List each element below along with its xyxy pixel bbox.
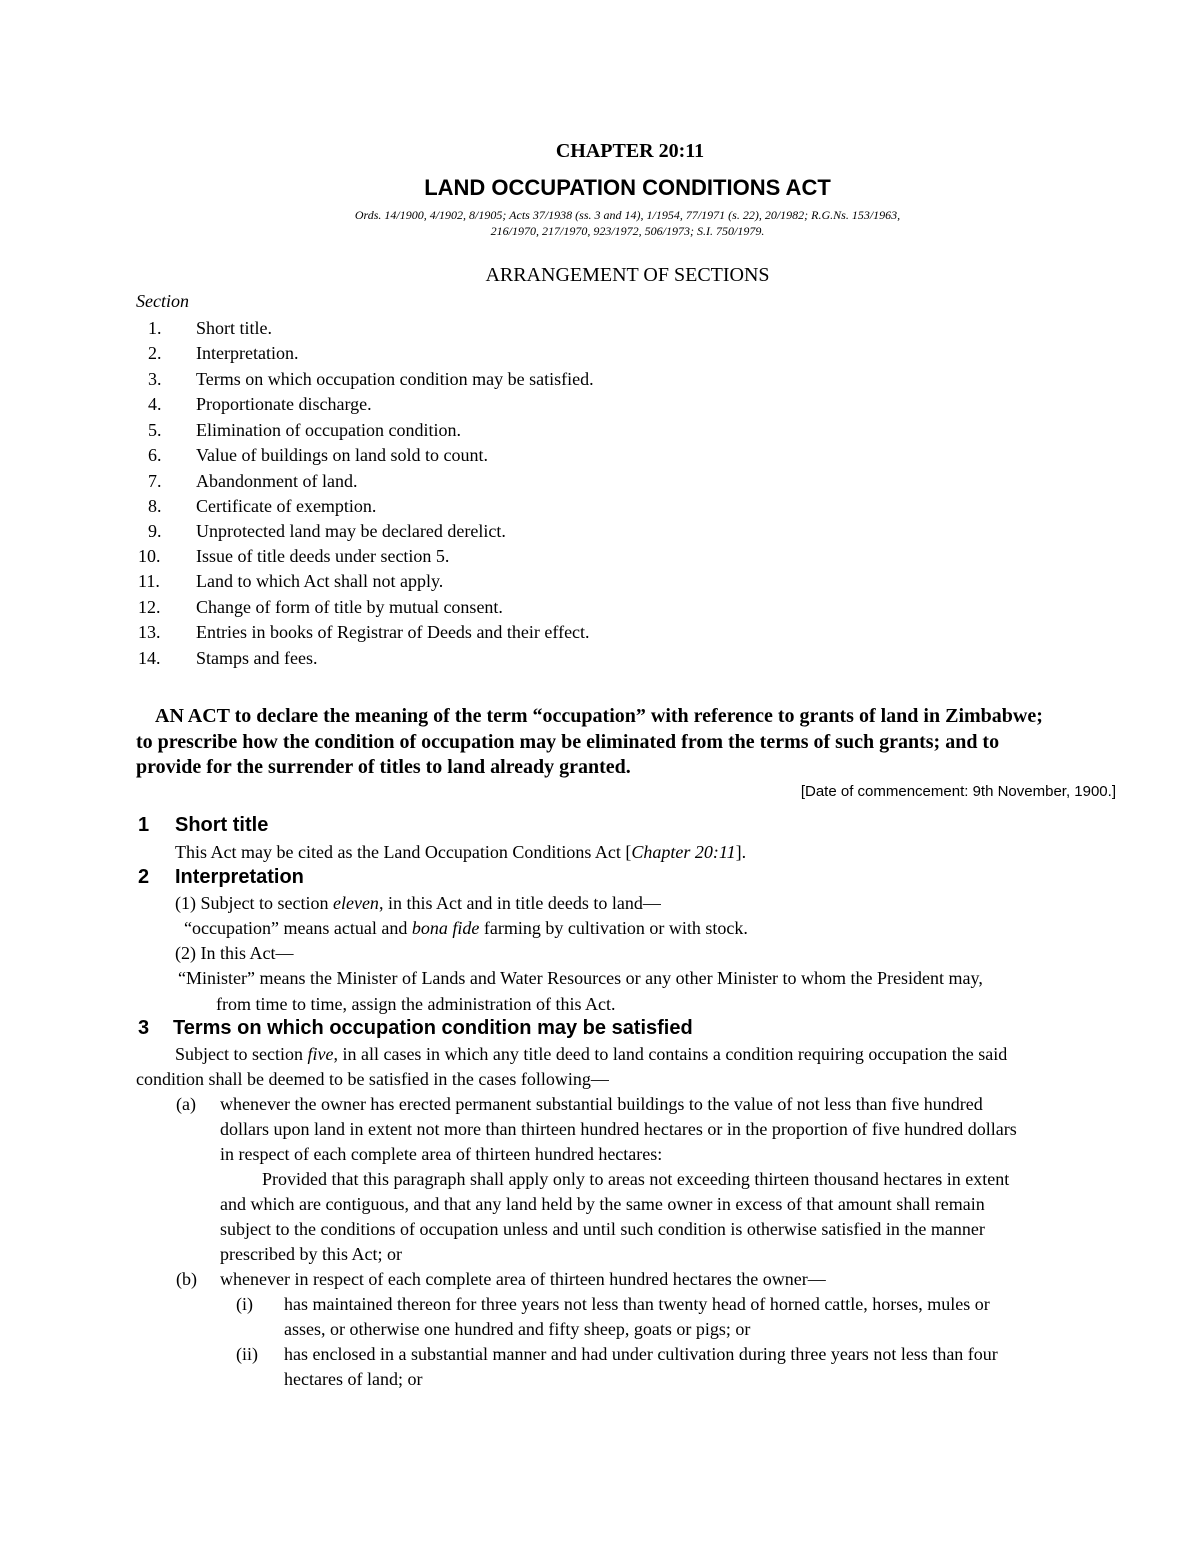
- toc-item-text: Terms on which occupation condition may be satisfied.: [196, 369, 594, 389]
- subparagraph-ii-line1: has enclosed in a substantial manner and had under cultivation during three years not less than four: [284, 1344, 998, 1364]
- toc-item-text: Change of form of title by mutual consent.: [196, 597, 503, 617]
- paragraph-a-line3: in respect of each complete area of thirteen hundred hectares:: [220, 1144, 663, 1164]
- long-title-line1: AN ACT to declare the meaning of the term “occupation” with reference to grants of land in Zimbabwe;: [155, 705, 1043, 727]
- paragraph-a-label: (a): [176, 1094, 196, 1114]
- toc-item-text: Stamps and fees.: [196, 648, 318, 668]
- paragraph-b-line1: whenever in respect of each complete area of thirteen hundred hectares the owner—: [220, 1269, 826, 1289]
- toc-item-number: 3.: [148, 369, 162, 389]
- toc-item-text: Interpretation.: [196, 343, 299, 363]
- toc-item-text: Certificate of exemption.: [196, 496, 377, 516]
- chapter-number: CHAPTER 20:11: [555, 140, 705, 162]
- section-column-label: Section: [136, 291, 189, 311]
- section-1-heading: Short title: [175, 814, 269, 836]
- toc-item-text: Value of buildings on land sold to count.: [196, 445, 488, 465]
- toc-item-text: Issue of title deeds under section 5.: [196, 546, 450, 566]
- toc-item-number: 2.: [148, 343, 162, 363]
- proviso-line2: and which are contiguous, and that any land held by the same owner in excess of that amount shall remain: [220, 1194, 985, 1214]
- subparagraph-i-line2: asses, or otherwise one hundred and fifty sheep, goats or pigs; or: [284, 1319, 751, 1339]
- toc-item-number: 9.: [148, 521, 162, 541]
- subparagraph-i-line1: has maintained thereon for three years not less than twenty head of horned cattle, horses, mules or: [284, 1294, 990, 1314]
- section-3-intro-line1: Subject to section five, in all cases in which any title deed to land contains a condition requiring occupation the said: [175, 1044, 1008, 1064]
- subparagraph-ii-label: (ii): [236, 1344, 258, 1364]
- act-title: LAND OCCUPATION CONDITIONS ACT: [424, 175, 831, 200]
- paragraph-b-label: (b): [176, 1269, 197, 1289]
- toc-item-number: 4.: [148, 394, 162, 414]
- toc-item-number: 12.: [138, 597, 161, 617]
- amendment-references-line1: Ords. 14/1900, 4/1902, 8/1905; Acts 37/1938 (ss. 3 and 14), 1/1954, 77/1971 (s. 22), 20/1982; R.G.Ns. 153/1963,: [354, 208, 901, 222]
- toc-item-text: Abandonment of land.: [196, 471, 358, 491]
- proviso-line1: Provided that this paragraph shall apply only to areas not exceeding thirteen thousand hectares in extent: [262, 1169, 1010, 1189]
- toc-item-text: Unprotected land may be declared derelict.: [196, 521, 506, 541]
- definition-minister-line1: “Minister” means the Minister of Lands and Water Resources or any other Minister to whom the President may,: [178, 968, 983, 988]
- toc-item-text: Land to which Act shall not apply.: [196, 571, 444, 591]
- definition-minister-line2: from time to time, assign the administration of this Act.: [216, 994, 616, 1014]
- proviso-line4: prescribed by this Act; or: [220, 1244, 402, 1264]
- long-title-line2: to prescribe how the condition of occupation may be eliminated from the terms of such grants; and to: [136, 731, 1000, 753]
- section-1-text: This Act may be cited as the Land Occupation Conditions Act [Chapter 20:11].: [175, 842, 747, 862]
- toc-item-text: Proportionate discharge.: [196, 394, 372, 414]
- toc-item-number: 1.: [148, 318, 162, 338]
- toc-item-number: 11.: [138, 571, 160, 591]
- subparagraph-ii-line2: hectares of land; or: [284, 1369, 423, 1389]
- section-3-number: 3: [138, 1017, 150, 1039]
- section-2-heading: Interpretation: [175, 866, 304, 888]
- proviso-line3: subject to the conditions of occupation unless and until such condition is otherwise satisfied in the manner: [220, 1219, 985, 1239]
- section-3-intro-line2: condition shall be deemed to be satisfied in the cases following—: [136, 1069, 609, 1089]
- toc-item-number: 10.: [138, 546, 161, 566]
- toc-item-text: Entries in books of Registrar of Deeds and their effect.: [196, 622, 590, 642]
- toc-item-number: 13.: [138, 622, 161, 642]
- paragraph-a-line2: dollars upon land in extent not more than thirteen hundred hectares or in the proportion of five hundred dollars: [220, 1119, 1017, 1139]
- definition-occupation: “occupation” means actual and bona fide farming by cultivation or with stock.: [184, 918, 748, 938]
- amendment-references-line2: 216/1970, 217/1970, 923/1972, 506/1973; S.I. 750/1979.: [490, 224, 765, 238]
- toc-item-number: 5.: [148, 420, 162, 440]
- paragraph-a-line1: whenever the owner has erected permanent substantial buildings to the value of not less than five hundred: [220, 1094, 983, 1114]
- section-1-number: 1: [138, 814, 150, 836]
- arrangement-heading: ARRANGEMENT OF SECTIONS: [485, 264, 770, 286]
- section-2-subsection-1: (1) Subject to section eleven, in this Act and in title deeds to land—: [175, 893, 661, 913]
- toc-item-number: 7.: [148, 471, 162, 491]
- toc-item-text: Elimination of occupation condition.: [196, 420, 461, 440]
- toc-item-text: Short title.: [196, 318, 272, 338]
- toc-item-number: 6.: [148, 445, 162, 465]
- long-title-line3: provide for the surrender of titles to land already granted.: [136, 756, 631, 778]
- toc-item-number: 8.: [148, 496, 162, 516]
- toc-item-number: 14.: [138, 648, 161, 668]
- section-2-subsection-2: (2) In this Act—: [175, 943, 294, 963]
- subparagraph-i-label: (i): [236, 1294, 253, 1314]
- section-3-heading: Terms on which occupation condition may be satisfied: [173, 1017, 693, 1039]
- commencement-date: [Date of commencement: 9th November, 1900.]: [800, 783, 1116, 800]
- section-2-number: 2: [138, 866, 150, 888]
